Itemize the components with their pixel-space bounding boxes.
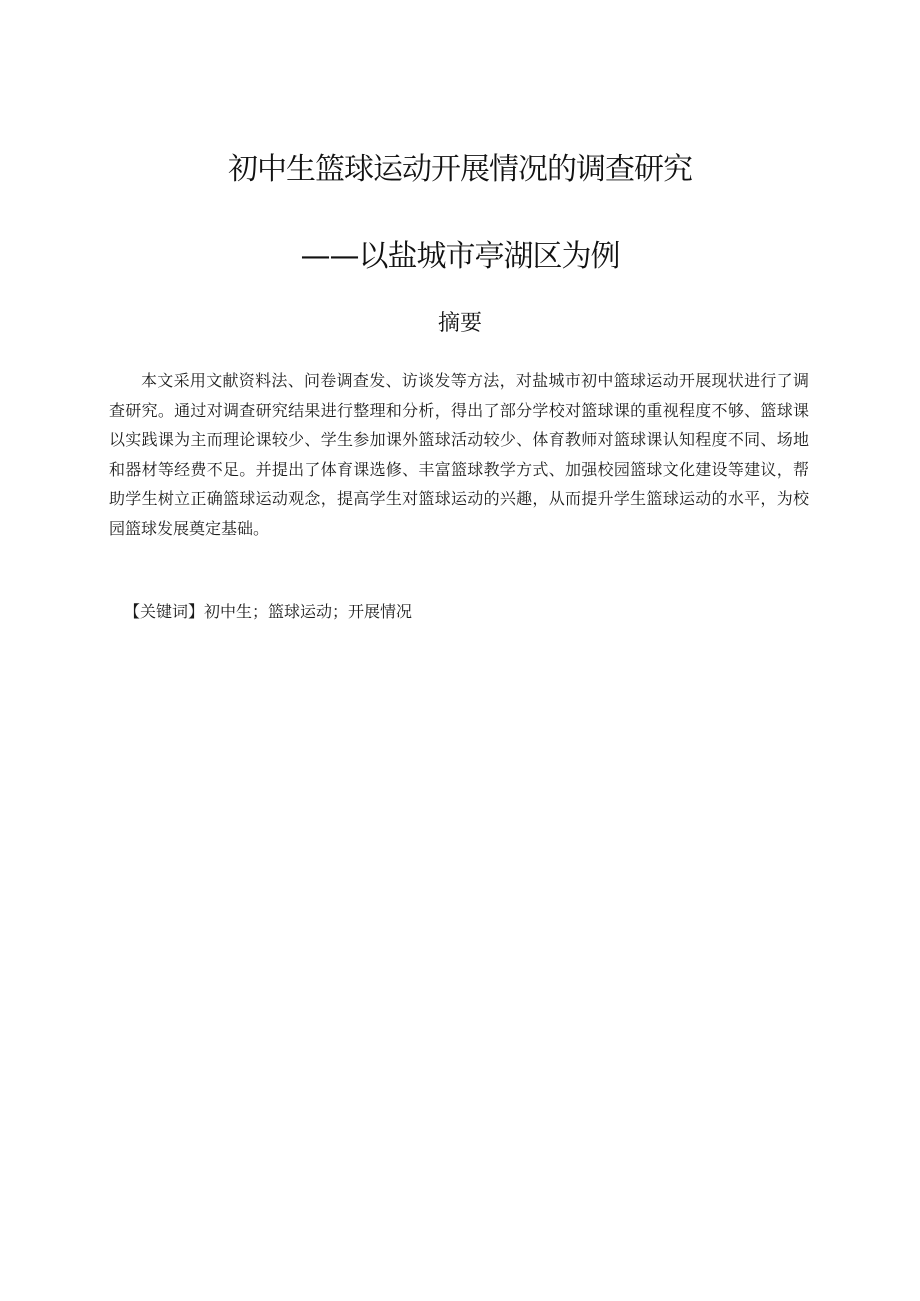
document-title: 初中生篮球运动开展情况的调查研究	[228, 152, 692, 187]
document-subtitle: ——以盐城市亭湖区为例	[300, 239, 620, 274]
keywords-label: 【关键词】	[124, 602, 205, 621]
abstract-heading: 摘要	[437, 311, 482, 336]
abstract-paragraph: 本文采用文献资料法、问卷调查发、访谈发等方法，对盐城市初中篮球运动开展现状进行了调查研究。通过对调查研究结果进行整理和分析，得出了部分学校对篮球课的重视程度不够、篮球课以实践课为主而理论课较少、学生参加课外篮球活动较少、体育教师对篮球课认知程度不同、场地和器材等经费不足。并提出了体育课选修、丰富篮球教学方式、加强校园篮球文化建设等建议，帮助学生树立正确篮球运动观念，提高学生对篮球运动的兴趣，从而提升学生篮球运动的水平，为校园篮球发展奠定基础。	[109, 371, 809, 538]
keywords-line	[124, 597, 412, 626]
keywords-values: 初中生；篮球运动；开展情况	[204, 602, 413, 621]
